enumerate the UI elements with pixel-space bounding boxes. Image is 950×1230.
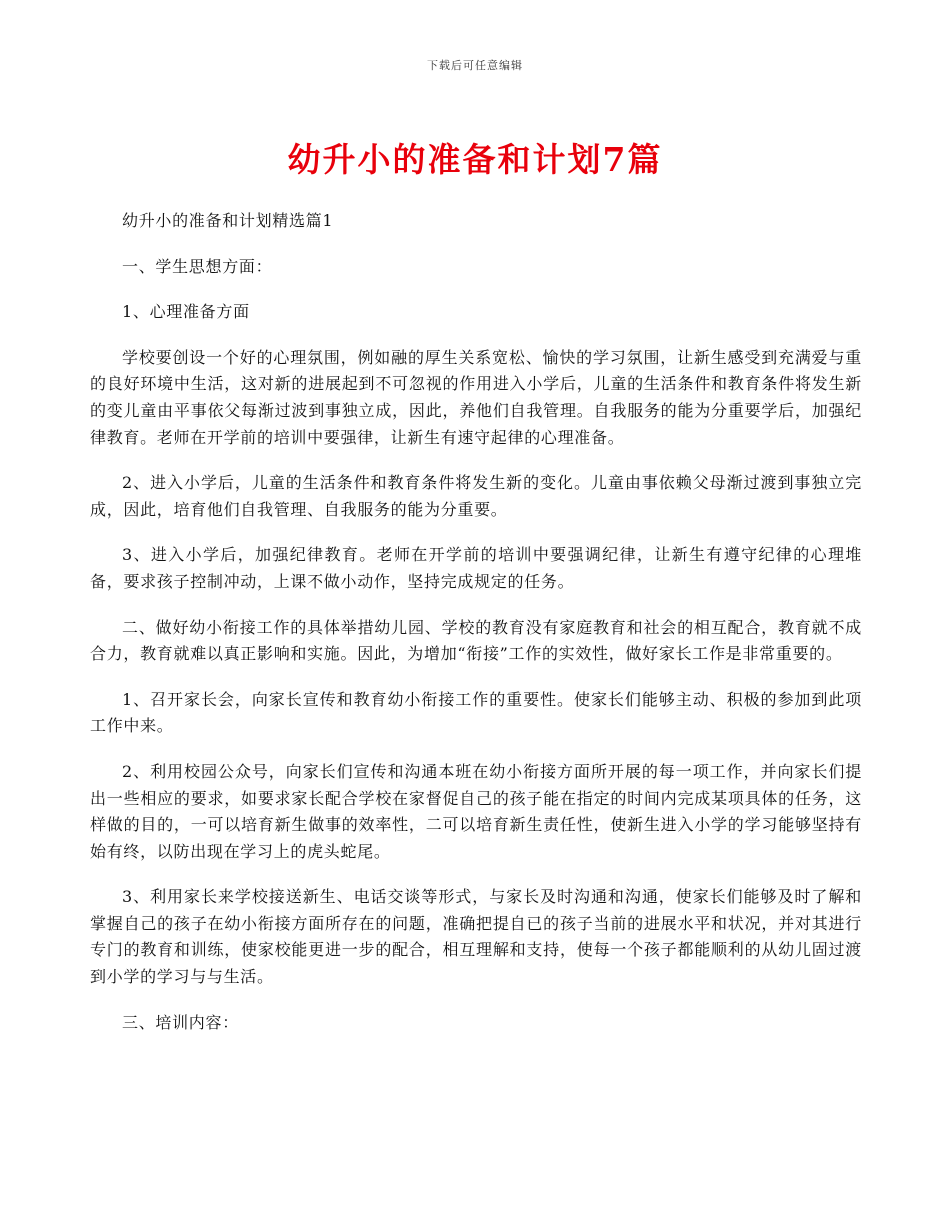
body-paragraph: 2、进入小学后，儿童的生活条件和教育条件将发生新的变化。儿童由事依赖父母渐过渡到事独立完成，因此，培育他们自我管理、自我服务的能为分重要。 bbox=[90, 473, 862, 519]
document-title: 幼升小的准备和计划7篇 bbox=[287, 140, 663, 179]
body-paragraph: 学校要创设一个好的心理氛围，例如融的厚生关系宽松、愉快的学习氛围，让新生感受到充满爱与重的良好环境中生活，这对新的进展起到不可忽视的作用进入小学后，儿童的生活条件和教育条件将发生新的变儿童由平事依父每渐过波到事独立成，因此，养他们自我管理。自我服务的能为分重要学后，加强纪律教育。老师在开学前的培训中要强律，让新生有速守起律的心理准备。 bbox=[90, 347, 862, 447]
body-paragraph: 3、利用家长来学校接送新生、电话交谈等形式，与家长及时沟通和沟通，使家长们能够及时了解和掌握自己的孩子在幼小衔接方面所存在的问题，准确把提自已的孩子当前的进展水平和状况，并对其进行专门的教育和训练，使家校能更进一步的配合，相互理解和支持，使每一个孩子都能顺利的从幼儿固过渡到小学的学习与与生活。 bbox=[90, 887, 862, 987]
body-paragraph: 2、利用校园公众号，向家长们宣传和沟通本班在幼小衔接方面所开展的每一项工作，并向家长们提出一些相应的要求，如要求家长配合学校在家督促自己的孩子能在指定的时间内完成某项具体的任务，这样做的目的，一可以培育新生做事的效率性，二可以培育新生责任性，使新生进入小学的学习能够坚持有始有终，以防出现在学习上的虎头蛇尾。 bbox=[90, 761, 862, 861]
header-note: 下载后可任意编辑 bbox=[427, 59, 523, 72]
item-heading: 1、心理准备方面 bbox=[122, 302, 250, 322]
body-paragraph: 1、召开家长会，向家长宣传和教育幼小衔接工作的重要性。使家长们能够主动、积极的参加到此项工作中来。 bbox=[90, 689, 862, 736]
subsection-heading: 一、学生思想方面： bbox=[122, 256, 273, 276]
body-paragraph: 3、进入小学后，加强纪律教育。老师在开学前的培训中要强调纪律，让新生有遵守纪律的心理堆备，要求孩子控制冲动，上课不做小动作，坚持完成规定的任务。 bbox=[90, 545, 862, 591]
document-body bbox=[90, 208, 862, 1055]
subsection-heading: 三、培训内容： bbox=[122, 1012, 239, 1032]
body-paragraph: 二、做好幼小衔接工作的具体举措幼儿园、学校的教育没有家庭教育和社会的相互配合，教育就不成合力，教育就难以真正影响和实施。因此，为增加“衔接”工作的实效性，做好家长工作是非常重要的。 bbox=[90, 617, 862, 664]
section-heading: 幼升小的准备和计划精选篇1 bbox=[122, 211, 334, 230]
